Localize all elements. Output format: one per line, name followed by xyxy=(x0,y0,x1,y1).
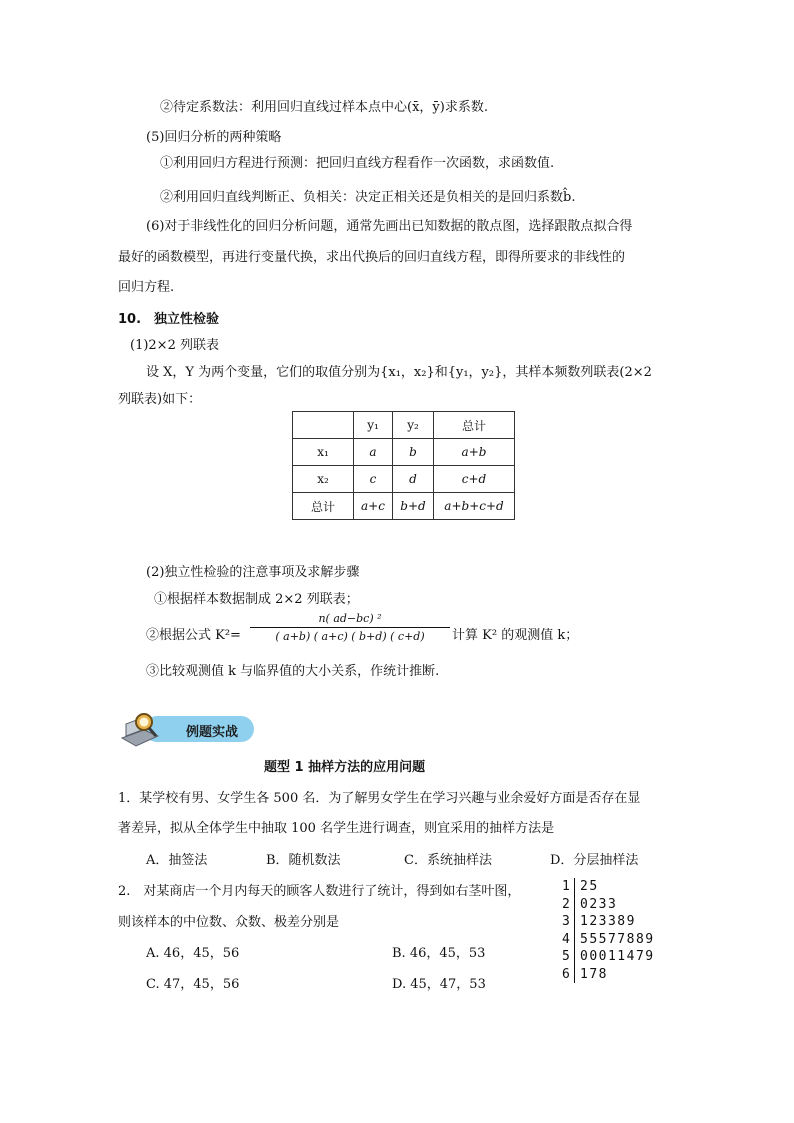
leaf-values: 0233 xyxy=(574,896,617,914)
table-cell xyxy=(293,412,354,439)
leaf-values: 55577889 xyxy=(574,931,655,949)
section-heading-independence-test: 10. 独立性检验 xyxy=(118,312,220,327)
stem-leaf-row xyxy=(562,913,655,931)
banner-label: 例题实战 xyxy=(186,725,239,740)
q2-option-a: A. 46，45，56 xyxy=(146,946,240,961)
table-cell: c+d xyxy=(434,466,515,493)
independence-steps-heading: (2)独立性检验的注意事项及求解步骤 xyxy=(146,565,360,580)
table-cell: a+b xyxy=(434,439,515,466)
stem-leaf-plot xyxy=(562,878,655,983)
table-cell: a+b+c+d xyxy=(434,493,515,520)
stem-value: 5 xyxy=(562,949,570,964)
stem-value: 3 xyxy=(562,914,570,929)
table-cell: 总计 xyxy=(293,493,354,520)
stem-value: 6 xyxy=(562,966,570,982)
leaf-values: 25 xyxy=(574,878,599,896)
contingency-intro-line2: 列联表)如下： xyxy=(118,392,202,407)
table-header-row xyxy=(293,412,515,439)
q1-option-c: C．系统抽样法 xyxy=(404,853,492,868)
leaf-values: 178 xyxy=(574,966,608,984)
question-1-line2: 著差异，拟从全体学生中抽取 100 名学生进行调查，则宜采用的抽样方法是 xyxy=(118,821,555,836)
strategy-correlation: ②利用回归直线判断正、负相关：决定正相关还是负相关的是回归系数b̂. xyxy=(160,190,576,205)
table-cell: y₁ xyxy=(354,412,393,439)
question-2-line2: 则该样本的中位数、众数、极差分别是 xyxy=(118,915,340,930)
q1-option-a: A．抽签法 xyxy=(146,853,208,868)
table-row xyxy=(293,439,515,466)
strategy-predict: ①利用回归方程进行预测：把回归直线方程看作一次函数，求函数值. xyxy=(160,156,555,171)
regression-coefficient-method: ②待定系数法：利用回归直线过样本点中心(x̄，ȳ)求系数. xyxy=(160,100,488,115)
table-cell: x₂ xyxy=(293,466,354,493)
table-cell: 总计 xyxy=(434,412,515,439)
question-2-line1: 2. 对某商店一个月内每天的顾客人数进行了统计，得到如右茎叶图， xyxy=(118,884,521,899)
table-cell: y₂ xyxy=(393,412,434,439)
table-cell: b xyxy=(393,439,434,466)
contingency-intro-line1: 设 X，Y 为两个变量，它们的取值分别为{x₁，x₂}和{y₁，y₂}，其样本频数列联表(2×2 xyxy=(146,365,652,380)
stem-value: 1 xyxy=(562,879,570,894)
stem-leaf-row xyxy=(562,948,655,966)
step-1: ①根据样本数据制成 2×2 列联表； xyxy=(154,592,359,607)
stem-leaf-row xyxy=(562,966,655,984)
formula-numerator: n( ad−bc) ² xyxy=(318,612,382,625)
q1-option-b: B．随机数法 xyxy=(266,853,341,868)
leaf-values: 00011479 xyxy=(574,948,655,966)
leaf-values: 123389 xyxy=(574,913,636,931)
formula-denominator: ( a+b) ( a+c) ( b+d) ( c+d) xyxy=(275,630,425,643)
stem-leaf-row xyxy=(562,896,655,914)
table-cell: x₁ xyxy=(293,439,354,466)
contingency-table xyxy=(292,411,515,520)
table-cell: d xyxy=(393,466,434,493)
step-2-prefix: ②根据公式 K²= xyxy=(146,628,241,643)
contingency-table-heading: (1)2×2 列联表 xyxy=(130,338,219,353)
question-type-title: 题型 1 抽样方法的应用问题 xyxy=(264,760,426,775)
step-3: ③比较观测值 k 与临界值的大小关系，作统计推断. xyxy=(146,664,440,679)
question-1-line1: 1．某学校有男、女学生各 500 名．为了解男女学生在学习兴趣与业余爱好方面是否存在显 xyxy=(118,791,641,806)
table-row xyxy=(293,466,515,493)
k-squared-formula xyxy=(250,612,450,643)
table-row xyxy=(293,493,515,520)
table-cell: b+d xyxy=(393,493,434,520)
q2-option-c: C. 47，45，56 xyxy=(146,977,240,992)
q2-option-b: B. 46，45，53 xyxy=(392,946,486,961)
nonlinear-paragraph-line3: 回归方程. xyxy=(118,280,175,295)
step-2-suffix: 计算 K² 的观测值 k； xyxy=(452,628,579,643)
table-cell: a xyxy=(354,439,393,466)
table-cell: a+c xyxy=(354,493,393,520)
q2-option-d: D. 45，47，53 xyxy=(392,977,486,992)
laptop-magnifier-icon xyxy=(118,710,164,750)
stem-leaf-row xyxy=(562,931,655,949)
stem-leaf-row xyxy=(562,878,655,896)
q1-option-d: D．分层抽样法 xyxy=(550,853,639,868)
nonlinear-paragraph-line1: (6)对于非线性化的回归分析问题，通常先画出已知数据的散点图，选择跟散点拟合得 xyxy=(146,219,633,234)
stem-value: 2 xyxy=(562,896,570,912)
stem-value: 4 xyxy=(562,931,570,947)
table-cell: c xyxy=(354,466,393,493)
two-strategies-heading: (5)回归分析的两种策略 xyxy=(146,130,282,145)
example-practice-banner xyxy=(118,712,258,748)
nonlinear-paragraph-line2: 最好的函数模型，再进行变量代换，求出代换后的回归直线方程，即得所要求的非线性的 xyxy=(118,250,626,265)
